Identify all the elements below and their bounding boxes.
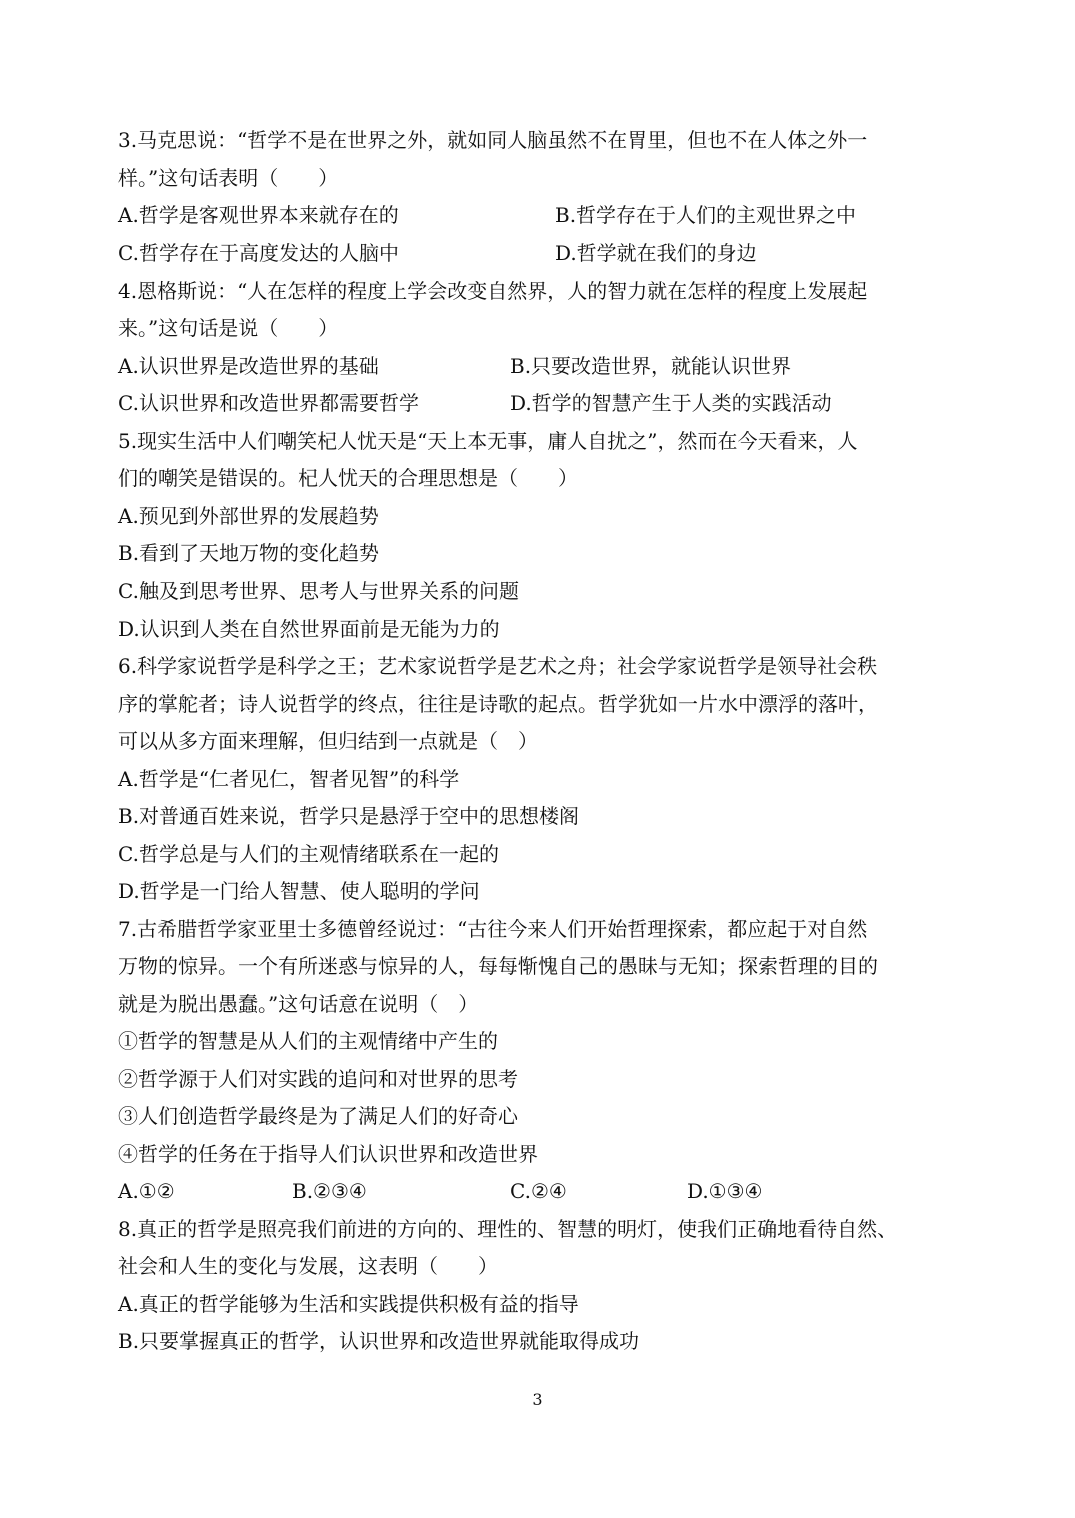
question-6-option-a: A.哲学是“仁者见仁，智者见智”的科学 [118, 767, 460, 791]
question-6-stem-line2: 序的掌舵者；诗人说哲学的终点，往往是诗歌的起点。哲学犹如一片水中漂浮的落叶， [118, 692, 878, 716]
question-4-option-a: A.认识世界是改造世界的基础 [118, 354, 379, 378]
question-3-stem-line2: 样。”这句话表明（ ） [118, 166, 339, 190]
question-5-option-a: A.预见到外部世界的发展趋势 [118, 504, 379, 528]
question-7-option-a: A.①② [118, 1179, 175, 1203]
question-3-option-c: C.哲学存在于高度发达的人脑中 [118, 241, 399, 265]
question-7-stem-line2: 万物的惊异。一个有所迷惑与惊异的人，每每惭愧自己的愚昧与无知；探索哲理的目的 [118, 954, 878, 978]
question-5-stem-line1: 5.现实生活中人们嘲笑杞人忧天是“天上本无事，庸人自扰之”，然而在今天看来，人 [118, 429, 858, 453]
question-7-option-d: D.①③④ [687, 1179, 763, 1203]
question-5-stem-line2: 们的嘲笑是错误的。杞人忧天的合理思想是（ ） [118, 466, 578, 490]
question-4-stem-line2: 来。”这句话是说（ ） [118, 316, 339, 340]
question-8-option-a: A.真正的哲学能够为生活和实践提供积极有益的指导 [118, 1292, 579, 1316]
question-6-stem-line3: 可以从多方面来理解，但归结到一点就是（ ） [118, 729, 538, 753]
question-4-option-c: C.认识世界和改造世界都需要哲学 [118, 391, 419, 415]
question-5-option-c: C.触及到思考世界、思考人与世界关系的问题 [118, 579, 519, 603]
question-3-stem-line1: 3.马克思说：“哲学不是在世界之外，就如同人脑虽然不在胃里，但也不在人体之外一 [118, 128, 868, 152]
question-8-stem-line1: 8.真正的哲学是照亮我们前进的方向的、理性的、智慧的明灯，使我们正确地看待自然、 [118, 1217, 898, 1241]
question-4-option-d: D.哲学的智慧产生于人类的实践活动 [510, 391, 832, 415]
question-7-statement-4: ④哲学的任务在于指导人们认识世界和改造世界 [118, 1142, 538, 1166]
question-6-option-c: C.哲学总是与人们的主观情绪联系在一起的 [118, 842, 499, 866]
question-6-option-b: B.对普通百姓来说，哲学只是悬浮于空中的思想楼阁 [118, 804, 580, 828]
question-8-stem-line2: 社会和人生的变化与发展，这表明（ ） [118, 1254, 498, 1278]
question-6-option-d: D.哲学是一门给人智慧、使人聪明的学问 [118, 879, 480, 903]
question-5-option-b: B.看到了天地万物的变化趋势 [118, 541, 380, 565]
question-7-option-c: C.②④ [510, 1179, 567, 1203]
question-7-option-b: B.②③④ [292, 1179, 367, 1203]
question-3-option-b: B.哲学存在于人们的主观世界之中 [555, 203, 857, 227]
question-5-option-d: D.认识到人类在自然世界面前是无能为力的 [118, 617, 500, 641]
question-4-stem-line1: 4.恩格斯说：“人在怎样的程度上学会改变自然界，人的智力就在怎样的程度上发展起 [118, 279, 868, 303]
question-3-option-a: A.哲学是客观世界本来就存在的 [118, 203, 399, 227]
question-7-stem-line3: 就是为脱出愚蠢。”这句话意在说明（ ） [118, 992, 479, 1016]
question-6-stem-line1: 6.科学家说哲学是科学之王；艺术家说哲学是艺术之舟；社会学家说哲学是领导社会秩 [118, 654, 878, 678]
question-4-option-b: B.只要改造世界，就能认识世界 [510, 354, 792, 378]
question-8-option-b: B.只要掌握真正的哲学，认识世界和改造世界就能取得成功 [118, 1329, 640, 1353]
question-7-stem-line1: 7.古希腊哲学家亚里士多德曾经说过：“古往今来人们开始哲理探索，都应起于对自然 [118, 917, 868, 941]
question-7-statement-3: ③人们创造哲学最终是为了满足人们的好奇心 [118, 1104, 518, 1128]
question-7-statement-1: ①哲学的智慧是从人们的主观情绪中产生的 [118, 1029, 498, 1053]
page-number: 3 [532, 1390, 543, 1409]
question-7-statement-2: ②哲学源于人们对实践的追问和对世界的思考 [118, 1067, 518, 1091]
question-3-option-d: D.哲学就在我们的身边 [555, 241, 757, 265]
